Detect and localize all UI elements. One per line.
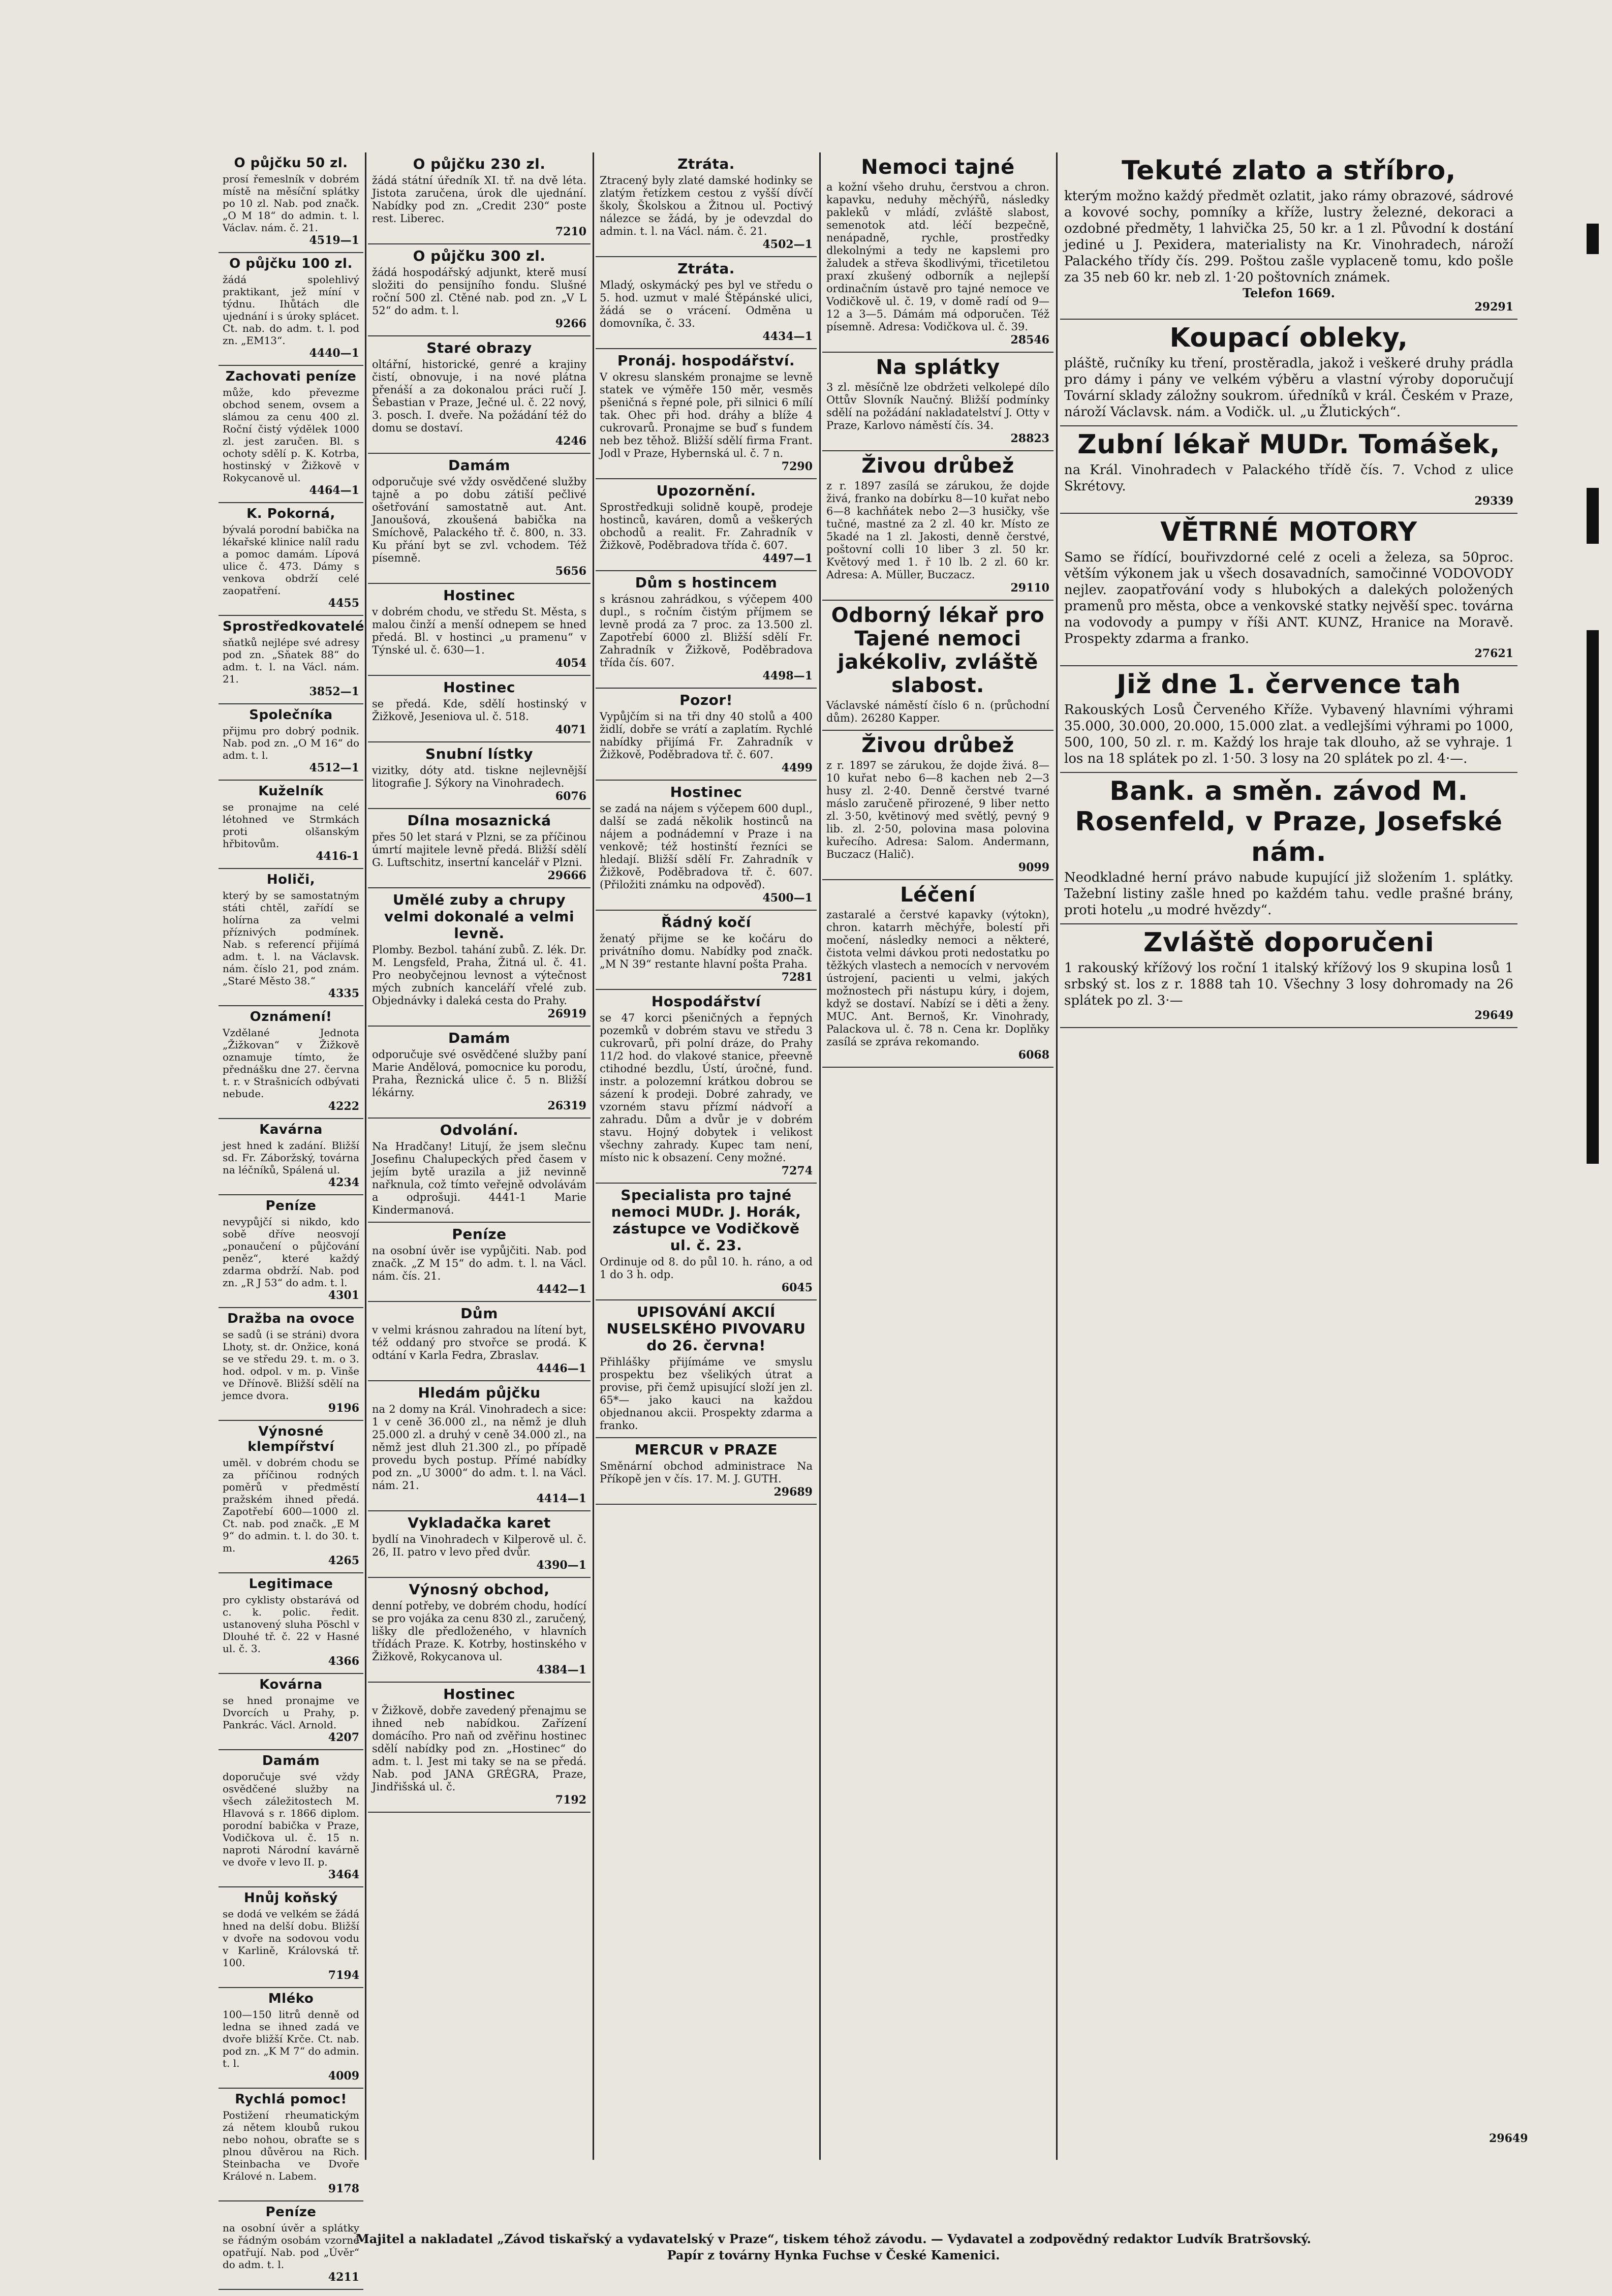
ad-code: 9266 bbox=[555, 317, 586, 330]
ad-code: 9178 bbox=[328, 2182, 359, 2195]
ad-code: 4455 bbox=[328, 597, 359, 610]
classified-ad bbox=[1060, 666, 1517, 773]
ad-text: pláště, ručníky ku tření, prostěradla, jakož i veškeré druhy prádla pro dámy i pány ve velkém výběru a vlastní výroby doporučují Tovární sklady záložny soukrom. úředníků v král. Českém v Praze, nároží Václavsk. nám. a Vodičk. ul. „u Žlutických“. bbox=[1064, 356, 1513, 420]
ad-code: 4222 bbox=[328, 1100, 359, 1113]
classified-ad bbox=[822, 731, 1053, 880]
ad-code: 4500—1 bbox=[762, 891, 813, 905]
ad-code: 7281 bbox=[781, 971, 813, 984]
ad-title: Oznámení! bbox=[250, 1009, 332, 1025]
ad-title: Vykladačka karet bbox=[408, 1514, 551, 1531]
ad-text: Přihlášky přijímáme ve smyslu prospektu bez všelikých útrat a provise, při čemž upisující složí jen zl. 65*— jako kauci na každou objednanou akcii. Prospekty zdarma a franko. bbox=[600, 1356, 813, 1432]
ad-title: Hostinec bbox=[443, 587, 515, 604]
ad-code: 7210 bbox=[555, 225, 586, 238]
classified-ad bbox=[596, 152, 817, 257]
classified-ad bbox=[822, 451, 1053, 601]
ad-title: Hostinec bbox=[443, 1686, 515, 1702]
ad-text: Samo se řídící, bouřivzdorné celé z oceli a železa, sa 50proc. větším výkonem jak u všech dosavadních, samočinné VODOVODY nejlev. zaopatřování vody s hlubokých a dalekých položených pramenů pro města, obce a venkovské statky nejvěší spec. továrna na vodovody a pumpy v říši ANT. KUNZ, Hranice na Moravě. Prospekty zdarma a franko. bbox=[1064, 550, 1513, 646]
ad-code: 4499 bbox=[781, 761, 813, 774]
ad-title: Ztráta. bbox=[677, 156, 735, 172]
ad-text: Postižení rheumatickým zá nětem kloubů rukou nebo nohou, obraťte se s plnou důvěrou na Rich. Steinbacha ve Dvoře Králové n. Labem. bbox=[223, 2109, 359, 2182]
ad-code: 27621 bbox=[1474, 647, 1513, 660]
ad-code: 7290 bbox=[781, 460, 813, 473]
column-1-ads bbox=[219, 152, 363, 2290]
classified-ad bbox=[219, 1006, 363, 1119]
ad-title: MERCUR v PRAZE bbox=[634, 1441, 778, 1458]
ad-text: se předá. Kde, sdělí hostinský v Žižkově, Jeseniova ul. č. 518. bbox=[372, 698, 586, 723]
column-rule bbox=[819, 152, 821, 2160]
ad-title: Odvolání. bbox=[440, 1122, 519, 1138]
ad-code: 4414—1 bbox=[536, 1492, 586, 1505]
ad-text: a kožní všeho druhu, čerstvou a chron. kapavku, neduhy měchýřů, následky pakleků v mládí, zvláště slabost, semenotok atd. léčí bezpečně, nenápadně, rychle, prostředky dlekolnými a tedy ne kapslemi pro žaludek a střeva škodlivými, třicetiletou praxí zkušený odborník a nejlepší ordinačním ústavě pro tajné nemoce ve Vodičkově ul. č. 19, v domě radí od 9—12 a 3—5. Dámám má odporučen. Též písemně. Adresa: Vodičkova ul. č. 39. bbox=[826, 181, 1049, 333]
ad-text: se pronajme na celé létohned ve Strmkách proti olšanským hřbitovům. bbox=[223, 801, 359, 850]
ad-code: 4497—1 bbox=[762, 552, 813, 565]
ad-title: Živou drůbež bbox=[861, 454, 1014, 478]
ad-text: Vzdělané Jednota „Žižkovan“ v Žižkově oznamuje tímto, že přednášku dne 27. června t. r. v Strašnicích odbývati nebude. bbox=[223, 1027, 359, 1100]
ad-code: 4498—1 bbox=[762, 669, 813, 682]
ad-code: 3852—1 bbox=[309, 685, 359, 698]
ad-title: Odborný lékař pro Tajené nemoci jakékoliv, zvláště slabost. bbox=[831, 604, 1045, 697]
ad-text: vizitky, dóty atd. tiskne nejlevnější litografie J. Sýkory na Vinohradech. bbox=[372, 764, 586, 789]
ad-text: nevypůjčí si nikdo, kdo sobě dříve neosvojí „ponaučení o půjčování peněz“, které každý zdarma obdrží. Nab. pod zn. „R J 53“ do adm. t. l. bbox=[223, 1216, 359, 1289]
ad-title: Na splátky bbox=[876, 356, 1000, 379]
ad-text: Směnární obchod administrace Na Příkopě jen v čís. 17. M. J. GUTH. bbox=[600, 1460, 813, 1485]
ad-text: pro cyklisty obstarává od c. k. polic. ředit. ustanovený sluha Pöschl v Dlouhé tř. č. 22 v Hasné ul. č. 3. bbox=[223, 1594, 359, 1655]
classified-ad bbox=[219, 1195, 363, 1308]
ad-text: zastaralé a čerstvé kapavky (výtokn), chron. katarrh měchýře, bolestí při močení, následky nemoci a některé, čistota velmi dávkou proti nedostatku po těžkých vlastech a nemocích v nervovém ústrojení, pacienti u velmi, jakých možnostech při nástupu kúry, i dojem, když se dostaví. Nabízí se i děti a ženy. MUC. Ant. Bernoš, Kr. Vinohrady, Palackova ul. č. 78 n. Cena kr. Doplňky zasílá se zpráva rekomando. bbox=[826, 909, 1049, 1048]
ad-text: odporučuje své vždy osvědčené služby tajně a po dobu zátiší pečlivé ošetřování samostatně aut. Ant. Janoušová, zkoušená babička na Smíchově, Palackého tř. č. 800, n. 33. Ku přání byt se zvl. vchodem. Též písemně. bbox=[372, 476, 586, 564]
classified-ad bbox=[1060, 320, 1517, 426]
classified-ad bbox=[1060, 426, 1517, 514]
ad-title: Společníka bbox=[249, 707, 333, 723]
classified-ad bbox=[219, 152, 363, 253]
ad-code: 4265 bbox=[328, 1554, 359, 1567]
ad-title: O půjčku 230 zl. bbox=[413, 156, 546, 172]
classified-ad bbox=[596, 689, 817, 781]
ad-code: 4446—1 bbox=[536, 1362, 586, 1375]
ad-title: Koupací obleky, bbox=[1169, 323, 1408, 353]
ad-text: na Král. Vinohradech v Palackého třídě čís. 7. Vchod z ulice Skrétovy. bbox=[1064, 462, 1513, 494]
ad-code: 5656 bbox=[555, 565, 586, 578]
ad-title: Damám bbox=[448, 457, 510, 474]
ad-text: odporučuje své osvědčené služby paní Marie Andělová, pomocnice ku porodu, Praha, Řeznická ulice č. 5 n. Bližší lékárny. bbox=[372, 1048, 586, 1099]
ad-text: se 47 korci pšeničných a řepných pozemků v dobrém stavu ve středu 3 cukrovarů, při polní dráze, do Prahy 11/2 hod. do vlakové stanice, přeevně ctihodné bezdlu, Ústí, úročné, fund. instr. a polozemní krátkou dobrou se sázení k prodeji. Dobré zahrady, ve vzorném stavu přízmí nádvoří a zahradu. Dům a dvůr je v dobrém stavu. Hojný dobytek i velikost všechny zahrady. Kupec tam není, místo nic k obsazení. Ceny možné. bbox=[600, 1012, 813, 1164]
ad-text: Sprostředkuji solidně koupě, prodeje hostinců, kaváren, domů a veškerých obchodů a realit. Fr. Zahradník v Žižkově, Poděbradova třída č. 607. bbox=[600, 501, 813, 551]
ad-title: Řádný kočí bbox=[661, 914, 751, 930]
ad-title: Hostinec bbox=[670, 784, 742, 800]
classified-ad bbox=[596, 479, 817, 571]
ad-title: Hostinec bbox=[443, 679, 515, 696]
ad-text: Rakouských Losů Červeného Kříže. Vybavený hlavními výhrami 35.000, 30.000, 20.000, 15.000 zlat. a vedlejšími výhrami po 1000, 500, 100, 50 zl. r. m. Každý los hraje tak dlouho, až se vyhraje. 1 los na 18 splátek po zl. 1·50. 3 losy na 20 splátek po zl. 4·—. bbox=[1064, 702, 1513, 766]
ad-text: sňatků nejlépe své adresy pod zn. „Sňatek 88“ do adm. t. l. na Václ. nám. 21. bbox=[223, 636, 359, 685]
ad-text: může, kdo převezme obchod senem, ovsem a slámou za cenu 400 zl. Roční čistý výdělek 1000 zl. jest zaručen. Bl. s ochoty sdělí p. K. Kotrba, hostinský v Žižkově v Rokycanově ul. bbox=[223, 386, 359, 484]
ad-title: Zubní lékař MUDr. Tomášek, bbox=[1077, 429, 1500, 460]
column-2-ads bbox=[368, 152, 591, 1813]
ad-title: Hnůj koňský bbox=[244, 1890, 338, 1906]
margin-mark bbox=[1587, 224, 1599, 254]
ad-title: Nemoci tajné bbox=[861, 156, 1015, 179]
ad-text: v velmi krásnou zahradou na lítení byt, též oddaný pro stvořce se prodá. K odtání v Karla Fedra, Zbraslav. bbox=[372, 1324, 586, 1361]
ad-title: Damám bbox=[448, 1030, 510, 1046]
ad-title: Hospodářství bbox=[651, 993, 761, 1010]
ad-code: 29291 bbox=[1474, 300, 1513, 314]
ad-code: 7274 bbox=[781, 1164, 813, 1177]
ad-text: žádá spolehlivý praktikant, jež míní v týdnu. Ihůtách dle ujednání i s úroky splácet. Ct. nab. do adm. t. l. pod zn. „EM13“. bbox=[223, 273, 359, 347]
classified-ad bbox=[596, 1184, 817, 1300]
ad-title: Mléko bbox=[268, 1991, 314, 2006]
bottom-code: 29649 bbox=[1489, 2132, 1528, 2145]
classified-ad bbox=[596, 349, 817, 479]
ad-text: Ordinuje od 8. do půl 10. h. ráno, a od 1 do 3 h. odp. bbox=[600, 1256, 813, 1281]
ad-title: Dražba na ovoce bbox=[227, 1311, 355, 1326]
ad-title: O půjčku 50 zl. bbox=[234, 156, 348, 171]
ad-code: 4009 bbox=[328, 2069, 359, 2083]
ad-code: 29339 bbox=[1474, 494, 1513, 508]
ad-code: 6076 bbox=[555, 790, 586, 803]
ad-text: Plomby. Bezbol. tahání zubů. Z. lék. Dr. M. Lengsfeld, Praha, Žitná ul. č. 41. Pro neobyčejnou levnost a výtečnost mých zubních kanceláří vřelé zub. Objednávky i daleká cesta do Prahy. bbox=[372, 944, 586, 1007]
classified-ad bbox=[1060, 152, 1517, 320]
classified-ad bbox=[368, 244, 591, 336]
ad-title: O půjčku 300 zl. bbox=[413, 247, 546, 264]
classified-ad bbox=[368, 888, 591, 1027]
ad-text: kterým možno každý předmět ozlatit, jako rámy obrazové, sádrové a kovové sochy, pomníky a kříže, lustry železné, dekoraci a ozdobné předměty, 1 lahvička 25, 50 kr. a 1 zl. Původní k dostání jediné u J. Pexidera, materialisty na Kr. Vinohradech, nároží Palackého třídy čís. 299. Poštou zašle vyplaceně tomu, kdo pošle za 35 neb 60 kr. neb zl. 1·20 poštovních známek. bbox=[1064, 189, 1513, 285]
classified-ad bbox=[368, 1578, 591, 1683]
classified-ad bbox=[368, 336, 591, 454]
ad-title: Upozornění. bbox=[656, 482, 756, 499]
classified-ad bbox=[368, 584, 591, 676]
classified-ad bbox=[596, 990, 817, 1184]
ad-text: 1 rakouský křížový los roční 1 italský křížový los 9 skupina losů 1 srbský st. los z r. 1888 tah 10. Všechny 3 losy dohromady na 26 splátek po zl. 3·— bbox=[1064, 960, 1513, 1008]
classified-ad bbox=[596, 781, 817, 911]
ad-title: Rychlá pomoc! bbox=[235, 2092, 347, 2107]
classified-ad bbox=[368, 742, 591, 809]
ad-title: Kuželník bbox=[258, 784, 324, 799]
classified-ad bbox=[219, 366, 363, 503]
ad-title: Ztráta. bbox=[677, 260, 735, 277]
ad-title: Peníze bbox=[265, 2205, 317, 2220]
ad-code: 4071 bbox=[555, 723, 586, 736]
ad-title: Výnosné klempířství bbox=[247, 1424, 334, 1454]
classified-ad bbox=[219, 1750, 363, 1887]
ad-code: 9099 bbox=[1018, 861, 1049, 874]
column-rule bbox=[593, 152, 594, 2160]
classified-ad bbox=[368, 152, 591, 244]
ad-title: K. Pokorná, bbox=[246, 506, 335, 521]
ad-text: Vypůjčím si na tři dny 40 stolů a 400 židlí, dobře se vrátí a zaplatím. Rychlé nabídky přijímá Fr. Zahradník v Žižkově, Poděbradova tř. č. 607. bbox=[600, 710, 813, 761]
ad-code: 4384—1 bbox=[536, 1663, 586, 1677]
classified-ad bbox=[822, 353, 1053, 451]
imprint-line-2: Papír z továrny Hynka Fuchse v České Kamenici. bbox=[667, 2248, 1000, 2262]
ad-title: UPISOVÁNÍ AKCIÍ NUSELSKÉHO PIVOVARU do 26. června! bbox=[606, 1304, 806, 1354]
ad-text: Neodkladné herní právo nabude kupující již složením 1. splátky. Tažební listiny zašle hned po každém tahu. vedle prašné brány, proti hotelu „u modré hvězdy“. bbox=[1064, 870, 1513, 918]
ad-title: Legitimace bbox=[249, 1576, 333, 1592]
ad-code: 4366 bbox=[328, 1655, 359, 1668]
ad-title: Léčení bbox=[900, 883, 976, 907]
ad-title: Tekuté zlato a stříbro, bbox=[1122, 156, 1456, 186]
classified-ad bbox=[219, 1421, 363, 1573]
ad-text: z r. 1897 se zárukou, že dojde živá. 8—10 kuřat nebo 6—8 kachen neb 2—3 husy zl. 2·40. Denně čerstvé tvarné máslo zaručeně přirozené, 9 liber netto zl. 3·50, květinový med světlý, pevný 9 lib. zl. 2·50, polovina masa polovina kuřecího. Adresa: Salom. Andermann, Buczacz (Halič). bbox=[826, 759, 1049, 860]
classified-ad bbox=[368, 1119, 591, 1223]
classified-ad bbox=[596, 257, 817, 349]
classified-ad bbox=[1060, 924, 1517, 1028]
ad-text: který by se samostatným státi chtěl, zařídí se holírna za velmi příznivých podmínek. Nab. s referencí přijímá adm. t. l. na Václavsk. nám. číslo 21, pod znám. „Staré Město 38.“ bbox=[223, 889, 359, 987]
classified-ad bbox=[219, 704, 363, 781]
classified-ad bbox=[596, 1438, 817, 1505]
ad-text: bývalá porodní babička na lékařské klinice nalíl radu a pomoc damám. Lípová ulice č. 473. Dámy s venkova obdrží celé zaopatření. bbox=[223, 523, 359, 597]
ad-text: na osobní úvěr a splátky se řádným osobám vzorné opatřují. Nab. pod „Úvěr“ do adm. t. l. bbox=[223, 2222, 359, 2271]
classified-ad bbox=[219, 1573, 363, 1674]
ad-title: Již dne 1. července tah bbox=[1117, 669, 1461, 700]
ad-title: Umělé zuby a chrupy velmi dokonalé a velmi levně. bbox=[384, 891, 575, 942]
classified-ad bbox=[368, 1511, 591, 1578]
classified-ad bbox=[596, 1300, 817, 1438]
ad-title: Sprostředkovatelé bbox=[223, 619, 365, 634]
ad-code: 9196 bbox=[328, 1402, 359, 1415]
ad-title: Peníze bbox=[265, 1198, 317, 1214]
ad-title: Snubní lístky bbox=[425, 746, 533, 762]
ad-code: 4464—1 bbox=[309, 484, 359, 497]
classified-ad bbox=[219, 781, 363, 869]
classified-ad bbox=[368, 1302, 591, 1381]
ad-text: V okresu slanském pronajme se levně statek ve výměře 150 měr, vesměs pšeničná s řepné pole, při silnici 6 mílí tak. Ohec při hod. dráhy a blíže 4 cukrovarů. Pronajme se buď s fundem neb bez těhož. Bližší sdělí firma Frant. Jodl v Praze, Hybernská ul. č. 7 n. bbox=[600, 371, 813, 459]
ad-text: Ztracený byly zlaté damské hodinky se zlatým řetízkem cestou z vyšší dívčí školy, Školskou a Žitnou ul. Poctivý nálezce se žádá, by je odevzdal do admin. t. l. na Václ. nám. č. 21. bbox=[600, 174, 813, 237]
ad-text: oltářní, historické, genré a krajiny čistí, obnovuje, i na nové plátna přenáší a za dokonalou práci ručí J. Šebastian v Praze, Ječné ul. č. 22 nový, 3. posch. I. dveře. Na požádání též do domu se dostaví. bbox=[372, 358, 586, 434]
ad-code: 3464 bbox=[328, 1868, 359, 1881]
margin-mark bbox=[1587, 488, 1599, 544]
classified-ad bbox=[368, 1381, 591, 1511]
ad-code: 4416-1 bbox=[316, 850, 359, 863]
ad-text: v Žižkově, dobře zavedený přenajmu se ihned neb nabídkou. Zařízení domácího. Pro naň od zvěřinu hostinec sdělí nabídky pod zn. „Hostinec“ do adm. t. l. Jest mi taky se na se předá. Nab. pod JANA GRÉGRA, Praze, Jindřišská ul. č. bbox=[372, 1704, 586, 1793]
ad-code: 4502—1 bbox=[762, 238, 813, 251]
ad-text: s krásnou zahrádkou, s výčepem 400 dupl., s ročním čistým příjmem se levně prodá za 7 proc. za 13.500 zl. Zapotřebí 6000 zl. Bližší sdělí Fr. Zahradník v Žižkově, Poděbradova třída čís. 607. bbox=[600, 593, 813, 669]
ad-code: 7192 bbox=[555, 1793, 586, 1807]
ad-code: 4434—1 bbox=[762, 330, 813, 343]
ad-title: Kovárna bbox=[259, 1677, 323, 1692]
column-3 bbox=[596, 152, 817, 2160]
ad-code: 6068 bbox=[1018, 1048, 1049, 1062]
ad-code: 29649 bbox=[1474, 1009, 1513, 1022]
ad-code: 4390—1 bbox=[536, 1559, 586, 1572]
classified-ad bbox=[368, 1027, 591, 1119]
ad-text: 3 zl. měsíčně lze obdržeti velkolepé dílo Ottův Slovník Naučný. Bližší podmínky sdělí na požádání nakladatelství J. Otty v Praze, Karlovo náměstí čís. 34. bbox=[826, 381, 1049, 431]
classified-ad bbox=[219, 503, 363, 616]
margin-mark bbox=[1587, 630, 1599, 1164]
classified-ad bbox=[219, 1308, 363, 1421]
ad-title: Pozor! bbox=[679, 692, 733, 708]
ad-title: Zachovati peníze bbox=[225, 369, 357, 384]
classified-ad bbox=[368, 809, 591, 888]
classified-ad bbox=[1060, 773, 1517, 924]
column-rule bbox=[365, 152, 366, 2160]
classified-ad bbox=[822, 880, 1053, 1068]
ad-code: 29666 bbox=[547, 869, 586, 882]
classified-ad bbox=[368, 1683, 591, 1813]
classified-ad bbox=[219, 1887, 363, 1988]
ad-text: denní potřeby, ve dobrém chodu, hodící se pro vojáka za cenu 830 zl., zaručený, lišky dle předloženého, v hlavních třídách Praze. K. Kotrby, hostinského v Žižkově, Rokycanova ul. bbox=[372, 1600, 586, 1663]
ad-text: Václavské náměstí číslo 6 n. (průchodní dům). 26280 Kapper. bbox=[826, 699, 1049, 724]
ad-title: Peníze bbox=[452, 1226, 507, 1243]
ad-text: v dobrém chodu, ve středu St. Města, s malou činží a menší odnepem se hned předá. Bl. v hostinci „u pramenu“ v Týnské ul. č. 630—1. bbox=[372, 606, 586, 656]
ad-text: jest hned k zadání. Bližší sd. Fr. Záboržský, továrna na léčníků, Spálená ul. bbox=[223, 1139, 359, 1176]
ad-code: 29689 bbox=[773, 1485, 813, 1499]
ad-code: 6045 bbox=[781, 1281, 813, 1294]
ad-title: Dílna mosaznická bbox=[407, 812, 551, 829]
ad-code: 29110 bbox=[1010, 581, 1049, 595]
classified-ad bbox=[596, 571, 817, 689]
ad-code: 4301 bbox=[328, 1289, 359, 1302]
ad-title: Výnosný obchod, bbox=[409, 1581, 550, 1598]
classified-ad bbox=[219, 1674, 363, 1750]
classified-ad bbox=[219, 253, 363, 366]
classified-ad bbox=[219, 1119, 363, 1195]
ad-code: 28823 bbox=[1010, 432, 1049, 445]
ad-text: prosí řemeslník v dobrém místě na měsíční splátky po 10 zl. Nab. pod značk. „O M 18“ do admin. t. l. Václav. nám. č. 21. bbox=[223, 173, 359, 234]
classified-ad bbox=[368, 454, 591, 584]
classified-ad bbox=[219, 869, 363, 1006]
ad-code: 26919 bbox=[547, 1007, 586, 1020]
classified-ad bbox=[822, 152, 1053, 353]
ad-code: 4211 bbox=[328, 2271, 359, 2284]
ad-code: 28546 bbox=[1010, 333, 1049, 347]
ad-code: 4207 bbox=[328, 1731, 359, 1744]
classified-ad bbox=[596, 911, 817, 990]
ad-text: přes 50 let stará v Plzni, se za příčinou úmrtí majitele levně předá. Bližší sdělí G. Luftschitz, insertní kancelář v Plzni. bbox=[372, 831, 586, 868]
ad-text: na osobní úvěr ise vypůjčiti. Nab. pod značk. „Z M 15“ do adm. t. l. na Václ. nám. čís. 21. bbox=[372, 1245, 586, 1282]
ad-title: Bank. a směn. závod M. Rosenfeld, v Praze, Josefské nám. bbox=[1075, 776, 1503, 867]
ad-code: 4512—1 bbox=[309, 761, 359, 774]
ad-title: Dům s hostincem bbox=[635, 574, 778, 591]
ad-title: Živou drůbež bbox=[861, 734, 1014, 757]
ad-text: na 2 domy na Král. Vinohradech a sice: 1 v ceně 36.000 zl., na němž je dluh 25.000 zl. a druhý v ceně 34.000 zl., na němž jest dluh 21.300 zl., po případě provedu bych postup. Přímé nabídky pod zn. „U 3000“ do adm. t. l. na Václ. nám. 21. bbox=[372, 1403, 586, 1492]
ad-code: 26319 bbox=[547, 1099, 586, 1112]
ad-title: Zvláště doporučeni bbox=[1143, 927, 1435, 958]
ad-code: 4440—1 bbox=[309, 347, 359, 360]
column-3-ads bbox=[596, 152, 817, 1505]
ad-text: Mladý, oskymácký pes byl ve středu o 5. hod. uzmut v malé Štěpánské ulici, žádá se o vrácení. Odměna u domovníka, č. 33. bbox=[600, 279, 813, 329]
ad-title: Specialista pro tajné nemoci MUDr. J. Horák, zástupce ve Vodičkově ul. č. 23. bbox=[611, 1187, 801, 1254]
ad-text: ženatý přijme se ke kočáru do privátního domu. Nabídky pod značk. „M N 39“ restante hlavní pošta Praha. bbox=[600, 933, 813, 970]
ad-title: Pronáj. hospodářství. bbox=[617, 352, 795, 369]
ad-text: uměl. v dobrém chodu se za příčinou rodných poměrů v předměstí pražském ihned předá. Zapotřebí 600—1000 zl. Ct. nab. pod značk. „E M 9“ do admin. t. l. do 30. t. m. bbox=[223, 1456, 359, 1554]
ad-text: z r. 1897 zasílá se zárukou, že dojde živá, franko na dobírku 8—10 kuřat nebo 6—8 kachňátek nebo 2—3 husičky, vše tučné, mastné za 2 zl. 40 kr. Místo ze 5kadé na 1 zl. Jakosti, denně čerstvé, poštovní colli 10 liber 3 zl. 50 kr. Květový med 1. ř 10 lb. 2 zl. 60 kr. Adresa: A. Müller, Buczacz. bbox=[826, 480, 1049, 581]
ad-title: Hledám půjčku bbox=[418, 1384, 541, 1401]
ad-text: bydlí na Vinohradech v Kilperově ul. č. 26, II. patro v levo před dvůr. bbox=[372, 1533, 586, 1558]
classified-ad bbox=[219, 2089, 363, 2201]
ad-text: žádá státní úředník XI. tř. na dvě léta. Jistota zaručena, úrok dle ujednání. Nabídky pod zn. „Credit 230“ poste rest. Liberec. bbox=[372, 174, 586, 225]
ad-text: přijmu pro dobrý podnik. Nab. pod zn. „O M 16“ do adm. t. l. bbox=[223, 725, 359, 761]
ad-code: 7194 bbox=[328, 1969, 359, 1982]
column-4-ads bbox=[822, 152, 1053, 1068]
classified-ad bbox=[219, 616, 363, 704]
ad-title: VĚTRNÉ MOTORY bbox=[1160, 517, 1417, 547]
ad-text: se dodá ve velkém se žádá hned na delší dobu. Bližší v dvoře na sodovou vodu v Karlině, Královská tř. 100. bbox=[223, 1908, 359, 1969]
column-5 bbox=[1060, 152, 1517, 2160]
column-4 bbox=[822, 152, 1053, 2160]
ad-text: se sadů (i se stráni) dvora Lhoty, st. dr. Onžice, koná se ve středu 29. t. m. o 3. hod. odpol. v m. p. Vinše ve Dřínově. Bližší sdělí na jemce dvora. bbox=[223, 1328, 359, 1402]
ad-text: se zadá na nájem s výčepem 600 dupl., další se zadá několik hostinců na nájem a podnádemní v Praze i na venkově; též hostinští řezníci se hledají. Bližší sdělí Fr. Zahradník v Žižkově, Poděbradova tř. č. 607. (Přiložiti známku na odpověď). bbox=[600, 802, 813, 891]
column-rule bbox=[1056, 152, 1058, 2160]
classified-ad bbox=[368, 676, 591, 742]
ad-extra: Telefon 1669. bbox=[1242, 286, 1336, 300]
column-2 bbox=[368, 152, 591, 2160]
ad-code: 4054 bbox=[555, 657, 586, 670]
ad-text: doporučuje své vždy osvědčené služby na všech záležitostech M. Hlavová s r. 1866 diplom. porodní babička v Praze, Vodičkova ul. č. 15 n. naproti Národní kavárně ve dvoře v levo II. p. bbox=[223, 1771, 359, 1868]
classified-ad bbox=[368, 1223, 591, 1302]
ad-code: 4519—1 bbox=[309, 234, 359, 247]
imprint-footer bbox=[219, 2231, 1448, 2263]
column-1 bbox=[219, 152, 365, 2284]
ad-code: 4442—1 bbox=[536, 1283, 586, 1296]
ad-title: Damám bbox=[262, 1753, 320, 1768]
classified-ad bbox=[822, 601, 1053, 731]
ad-title: Kavárna bbox=[259, 1122, 323, 1137]
ad-text: 100—150 litrů denně od ledna se ihned zadá ve dvoře bližší Krče. Ct. nab. pod zn. „K M 7“ do admin. t. l. bbox=[223, 2008, 359, 2069]
ad-title: Dům bbox=[460, 1305, 498, 1322]
ad-title: O půjčku 100 zl. bbox=[229, 256, 353, 271]
ad-title: Holiči, bbox=[266, 872, 316, 887]
imprint-line-1: Majitel a nakladatel „Závod tiskařský a vydavatelský v Praze“, tiskem téhož závodu. — Vydavatel a zodpovědný redaktor Ludvík Bratršovský. bbox=[356, 2231, 1311, 2246]
ad-code: 4335 bbox=[328, 987, 359, 1000]
ad-text: se hned pronajme ve Dvorcích u Prahy, p. Pankrác. Václ. Arnold. bbox=[223, 1694, 359, 1731]
ad-text: Na Hradčany! Litují, že jsem slečnu Josefinu Chalupeckých před časem v jejím bytě urazila a již nevinně nařknula, což tímto veřejně odvolávám a odprošuji. 4441-1 Marie Kindermanová. bbox=[372, 1140, 586, 1216]
ad-text: žádá hospodářský adjunkt, kterě musí složiti do pensijního fondu. Slušné roční 500 zl. Ctěné nab. pod zn. „V L 52“ do adm. t. l. bbox=[372, 266, 586, 317]
classified-ad bbox=[219, 1988, 363, 2089]
ad-code: 4234 bbox=[328, 1176, 359, 1189]
ad-code: 4246 bbox=[555, 435, 586, 448]
ad-title: Staré obrazy bbox=[426, 339, 532, 356]
column-5-ads bbox=[1060, 152, 1517, 1028]
classified-ad bbox=[1060, 514, 1517, 666]
